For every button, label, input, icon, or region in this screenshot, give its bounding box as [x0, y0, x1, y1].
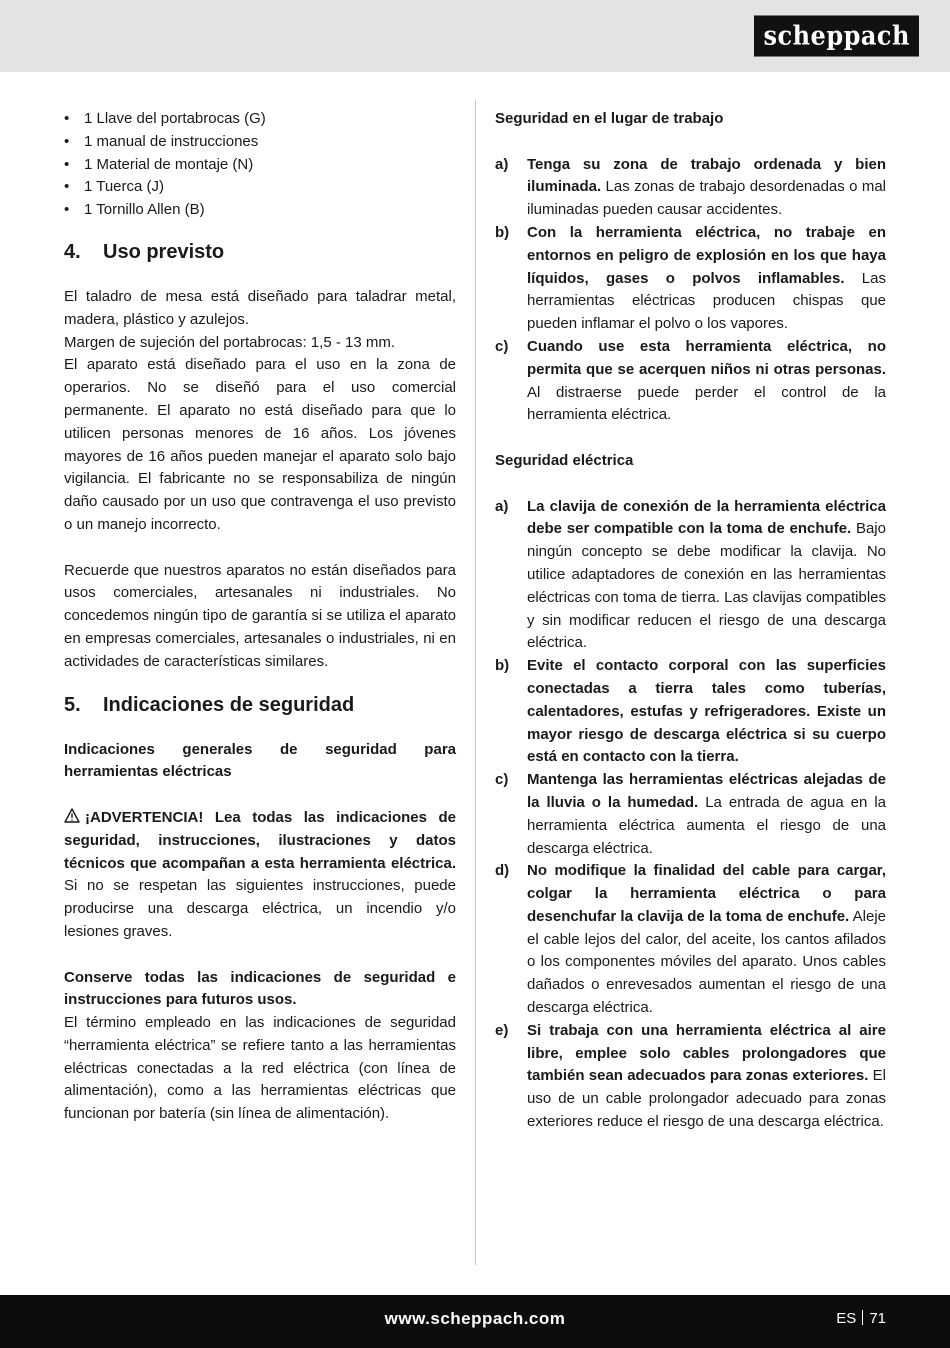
workplace-safety-heading: Seguridad en el lugar de trabajo: [495, 110, 724, 127]
list-item: [495, 154, 886, 222]
item-label: d): [495, 862, 510, 880]
section-5-heading: [64, 692, 456, 718]
subheading: Indicaciones generales de seguridad para herramientas eléctricas: [64, 740, 456, 781]
section-4-heading: [64, 239, 456, 265]
electrical-safety-list: [495, 496, 886, 1134]
list-item: [495, 336, 886, 427]
item-label: e): [495, 1021, 509, 1039]
list-item: [495, 1020, 886, 1134]
list-item: • 1 Tuerca (J): [64, 176, 456, 199]
website-link[interactable]: www.scheppach.com: [384, 1309, 566, 1328]
paragraph: Recuerde que nuestros aparatos no están diseñados para usos comerciales, artesanales ni industriales. No concedemos ningún tipo de garantía si se utiliza el aparato en empresas comerciales, artesanales o industriales, ni en actividades de características similares.: [64, 561, 456, 670]
item-text: Las herramientas eléctricas producen chispas que pueden inflamar el polvo o los vapores.: [527, 269, 886, 333]
item-bold: Tenga su zona de trabajo ordenada y bien iluminada.: [527, 155, 886, 196]
page-number: 71: [869, 1310, 886, 1327]
workplace-safety-list: [495, 154, 886, 428]
list-item: [495, 860, 886, 1020]
item-text: Al distraerse puede perder el control de la herramienta eléctrica.: [527, 383, 886, 424]
item-label: a): [495, 155, 509, 173]
item-text: Las zonas de trabajo desordenadas o mal iluminadas pueden causar accidentes.: [527, 178, 886, 219]
list-item: [495, 655, 886, 769]
header-bar: [0, 0, 950, 72]
item-bold: Si trabaja con una herramienta eléctrica al aire libre, emplee solo cables prolongadores que también sean adecuados para zonas exteriores.: [527, 1021, 886, 1085]
list-item: • 1 Tornillo Allen (B): [64, 199, 456, 222]
paragraph: El aparato está diseñado para el uso en la zona de operarios. No se diseñó para el uso comercial permanente. El aparato no está diseñado para que lo utilicen personas menores de 16 años. Los jóvenes mayores de 16 años pueden manejar el aparato solo bajo vigilancia. El fabricante no se responsabiliza de ningún daño causado por un uso que contravenga el uso previsto o un manejo incorrecto.: [64, 356, 456, 533]
column-divider: [475, 100, 476, 1265]
warning-bold: ¡ADVERTENCIA! Lea todas las indicaciones de seguridad, instrucciones, ilustraciones y datos técnicos que acompañan a esta herramienta eléctrica.: [64, 808, 456, 872]
item-label: a): [495, 497, 509, 515]
paragraph: El taladro de mesa está diseñado para taladrar metal, madera, plástico y azulejos.: [64, 287, 456, 328]
warning-text: Si no se respetan las siguientes instrucciones, puede producirse una descarga eléctrica, un incendio y/o lesiones graves.: [64, 877, 456, 940]
item-bold: Con la herramienta eléctrica, no trabaje en entornos en peligro de explosión en los que haya líquidos, gases o polvos inflamables.: [527, 223, 886, 287]
list-item: • 1 Llave del portabrocas (G): [64, 108, 456, 131]
electrical-safety-heading: Seguridad eléctrica: [495, 451, 634, 469]
section-title: Uso previsto: [103, 240, 225, 263]
item-bold: No modifique la finalidad del cable para cargar, colgar la herramienta eléctrica o para desenchufar la clavija de la toma de enchufe.: [527, 862, 886, 925]
list-item: [495, 222, 886, 336]
item-label: b): [495, 657, 510, 675]
paragraph: Margen de sujeción del portabrocas: 1,5 - 13 mm.: [64, 333, 396, 351]
warning-paragraph: [64, 807, 456, 944]
section-number: 4.: [64, 240, 81, 263]
item-text: El uso de un cable prolongador adecuado para zonas exteriores reduce el riesgo de una descarga eléctrica.: [527, 1067, 886, 1131]
keep-instructions-heading: Conserve todas las indicaciones de seguridad e instrucciones para futuros usos.: [64, 968, 456, 1009]
language-code: ES: [836, 1310, 857, 1327]
left-column: [64, 108, 456, 1126]
item-bold: Mantenga las herramientas eléctricas alejadas de la lluvia o la humedad.: [527, 771, 886, 811]
item-label: c): [495, 771, 509, 789]
right-column: [495, 108, 886, 1134]
list-item: [495, 496, 886, 656]
section-number: 5.: [64, 693, 81, 716]
item-text: Aleje el cable lejos del calor, del aceite, los cantos afilados o los componentes móviles del aparato. Unos cables dañados o enrevesados aumentan el riesgo de una descarga eléctrica.: [527, 907, 886, 1017]
list-item: [495, 769, 886, 860]
item-label: c): [495, 337, 509, 355]
item-bold: La clavija de conexión de la herramienta eléctrica debe ser compatible con la toma de enchufe.: [527, 497, 886, 538]
brand-logo: scheppach: [754, 15, 919, 56]
section-title: Indicaciones de seguridad: [103, 693, 355, 716]
separator: [862, 1310, 863, 1325]
list-item: • 1 manual de instrucciones: [64, 131, 456, 154]
list-item: • 1 Material de montaje (N): [64, 154, 456, 177]
item-label: b): [495, 223, 510, 241]
page-info: [836, 1310, 886, 1327]
item-bold: Evite el contacto corporal con las superficies conectadas a tierra tales como tuberías, calentadores, estufas y refrigeradores. Existe un mayor riesgo de descarga eléctrica si su cuerpo está en contacto con la tierra.: [527, 657, 886, 766]
warning-icon: [64, 808, 80, 823]
item-text: Bajo ningún concepto se debe modificar la clavija. No utilice adaptadores de conexión en las herramientas eléctricas con toma de tierra. Las clavijas compatibles y sin modificar reducen el riesgo de una descarga eléctrica.: [527, 520, 886, 652]
footer-bar: [0, 1295, 950, 1348]
paragraph: El término empleado en las indicaciones de seguridad “herramienta eléctrica” se refiere tanto a las herramientas eléctricas conectadas a la red eléctrica (con línea de alimentación), como a las herramientas eléctricas que funcionan por batería (sin línea de alimentación).: [64, 1014, 456, 1123]
item-bold: Cuando use esta herramienta eléctrica, no permita que se acerquen niños ni otras personas.: [527, 337, 886, 378]
item-text: La entrada de agua en la herramienta eléctrica aumenta el riesgo de una descarga eléctrica.: [527, 793, 886, 857]
delivery-list: [64, 108, 456, 222]
